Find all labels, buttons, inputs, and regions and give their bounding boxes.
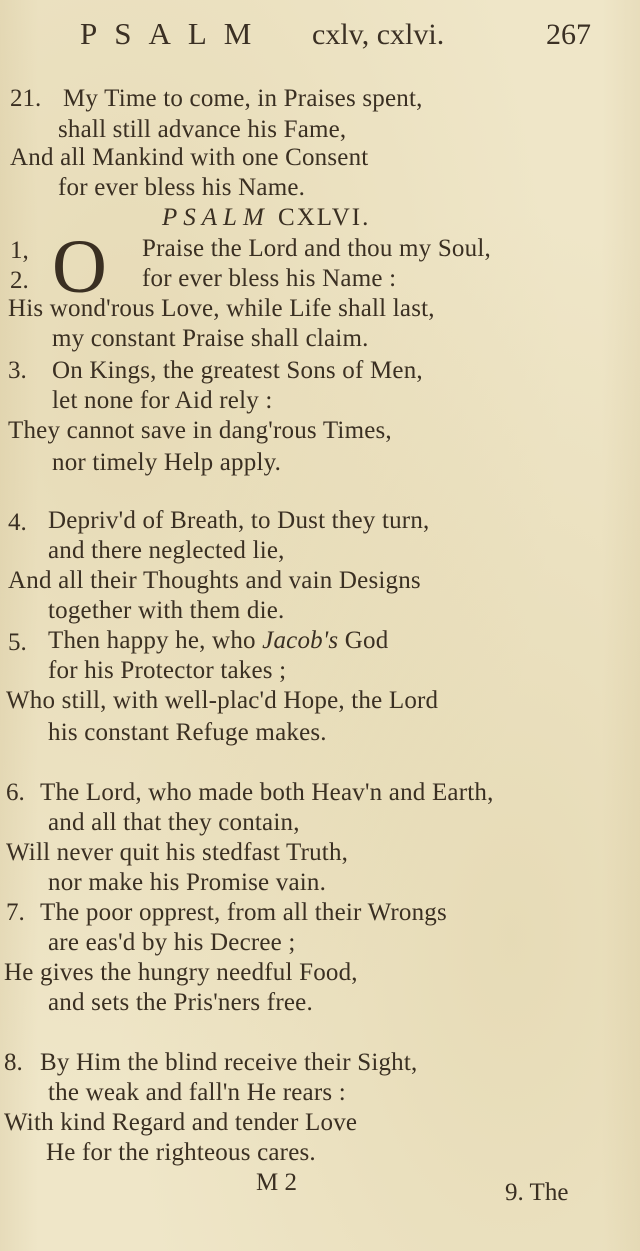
verse-number: 7. [6,899,25,926]
verse-line: They cannot save in dang'rous Times, [8,417,392,444]
verse-line: let none for Aid rely : [52,387,273,414]
verse-line: And all their Thoughts and vain Designs [8,567,421,594]
verse-line: and all that they contain, [48,809,300,836]
psalm-heading [162,203,370,233]
verse-line: and sets the Pris'ners free. [48,989,313,1016]
verse-line: And all Mankind with one Consent [10,144,369,171]
verse-line: his constant Refuge makes. [48,719,327,746]
verse-number: 3. [8,357,27,384]
verse-line-text: Then happy he, who [48,627,256,654]
verse-line: Depriv'd of Breath, to Dust they turn, [48,507,430,534]
running-head-chapters: cxlv, cxlvi. [312,18,445,51]
verse-number: 5. [8,629,27,656]
verse-number: 1, [10,237,29,264]
verse-line: shall still advance his Fame, [58,116,347,143]
verse-line: On Kings, the greatest Sons of Men, [52,357,423,384]
verse-line: for ever bless his Name. [58,174,306,201]
verse-line: nor timely Help apply. [52,449,282,476]
verse-line-text: God [344,627,389,654]
verse-line: By Him the blind receive their Sight, [40,1049,418,1076]
psalm-heading-label: PSALM [162,204,270,231]
verse-number: 4. [8,509,27,536]
verse-line: Will never quit his stedfast Truth, [6,839,349,866]
verse-number: 8. [4,1049,23,1076]
verse-number: 6. [6,779,25,806]
verse-line: are eas'd by his Decree ; [48,929,296,956]
verse-line-name: Jacob's [262,627,339,654]
verse-line: My Time to come, in Praises spent, [63,85,423,112]
verse-line: The Lord, who made both Heav'n and Earth, [40,779,494,806]
running-head-title: PSALM [80,16,269,51]
verse-line: Praise the Lord and thou my Soul, [142,235,491,262]
page-number: 267 [546,18,591,51]
verse-line: He gives the hungry needful Food, [4,959,358,986]
verse-line: my constant Praise shall claim. [52,325,369,352]
verse-line: and there neglected lie, [48,537,285,564]
verse-line: the weak and fall'n He rears : [48,1079,346,1106]
verse-number: 2. [10,267,29,294]
verse-line: for his Protector takes ; [48,657,287,684]
verse-line: nor make his Promise vain. [48,869,327,896]
verse-line [48,626,388,656]
catchword: 9. The [505,1179,569,1206]
verse-line: With kind Regard and tender Love [4,1109,358,1136]
verse-line: The poor opprest, from all their Wrongs [40,899,447,926]
verse-line: Who still, with well-plac'd Hope, the Lord [6,687,439,714]
signature-mark: M 2 [256,1169,297,1196]
psalm-heading-numeral: CXLVI. [278,204,371,231]
verse-number: 21. [10,85,42,112]
verse-line: together with them die. [48,597,285,624]
running-head [0,12,640,62]
verse-line: for ever bless his Name : [142,265,397,292]
verse-line: His wond'rous Love, while Life shall last, [8,295,435,322]
verse-line: He for the righteous cares. [46,1139,316,1166]
drop-cap: O [52,225,107,309]
